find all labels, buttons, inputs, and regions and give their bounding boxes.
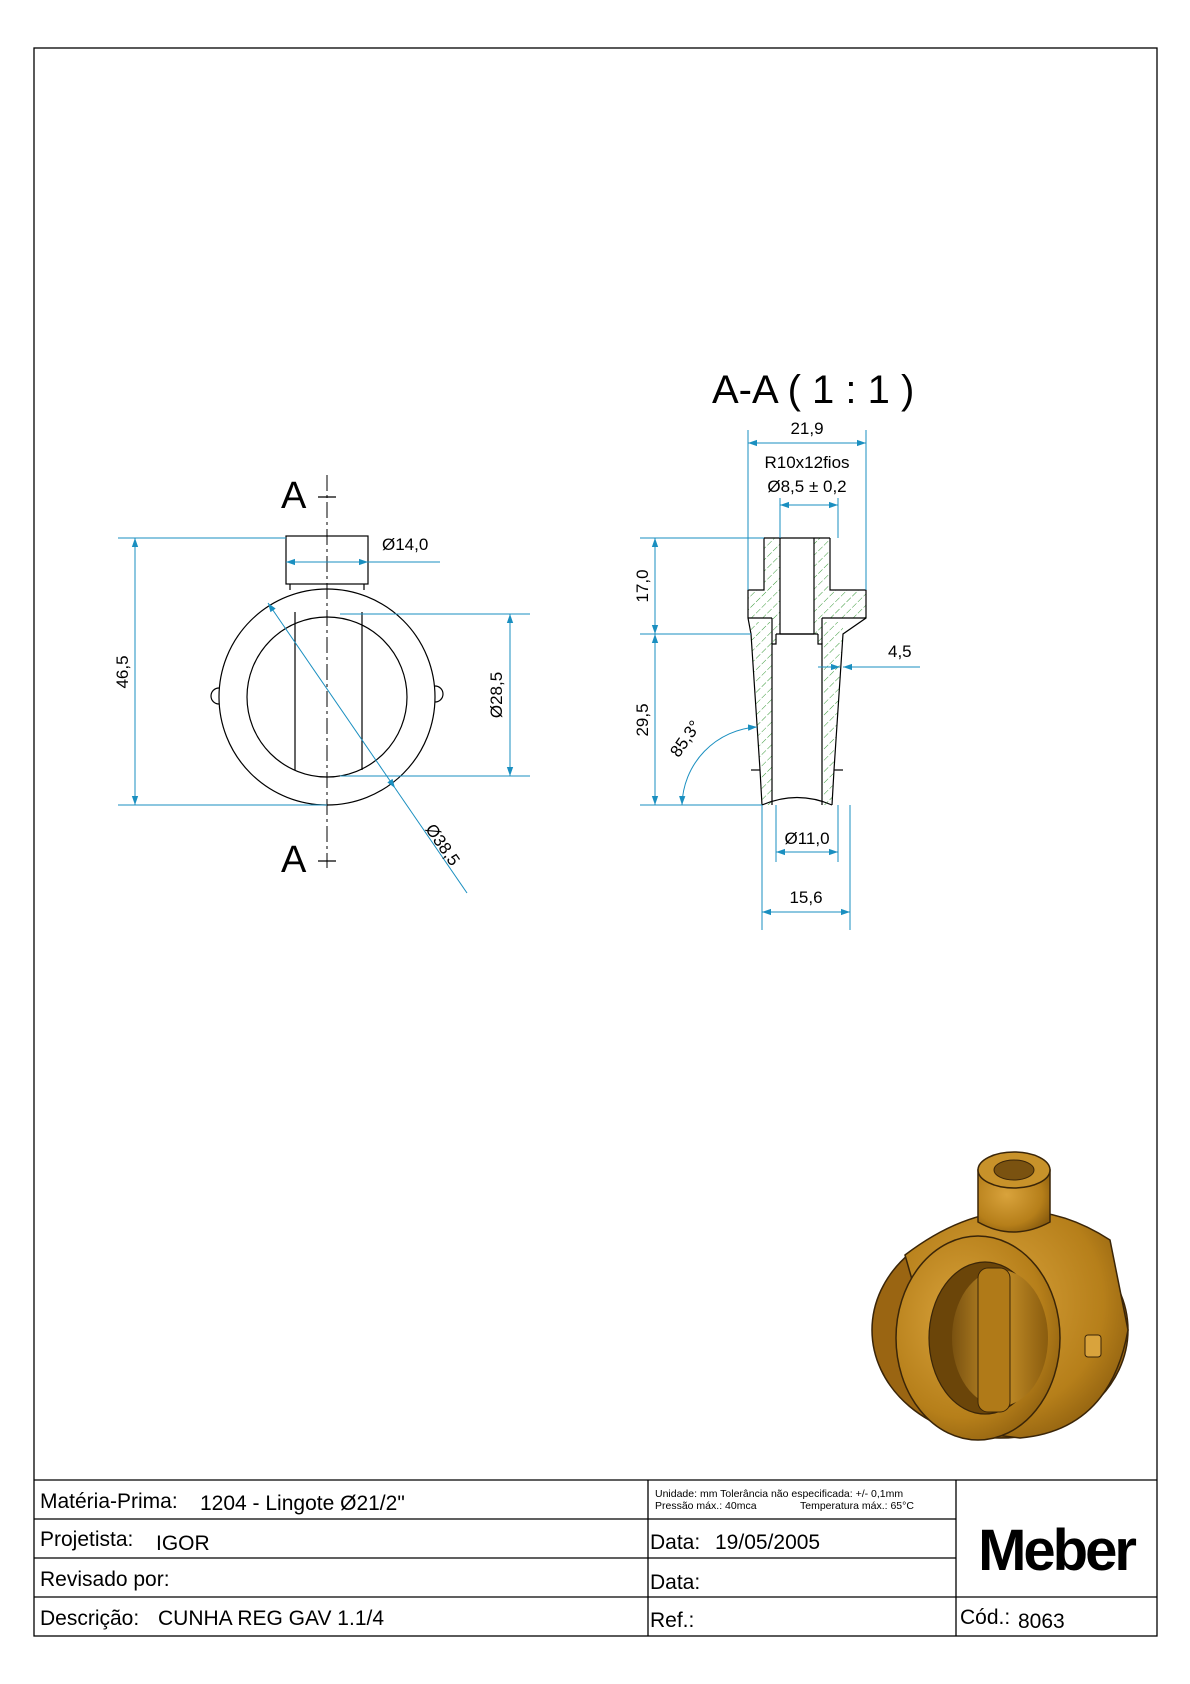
dim-d38-5: Ø38,5	[421, 820, 464, 870]
revisado-label: Revisado por:	[40, 1568, 170, 1591]
isometric-render	[872, 1152, 1128, 1440]
dim-21-9: 21,9	[790, 419, 824, 438]
dim-d28-5: Ø28,5	[487, 671, 506, 719]
materia-label: Matéria-Prima:	[40, 1490, 178, 1513]
section-view	[633, 368, 920, 930]
descricao-value: CUNHA REG GAV 1.1/4	[158, 1607, 385, 1630]
dim-15-6: 15,6	[789, 888, 823, 907]
data1-label: Data:	[650, 1531, 701, 1554]
notes-line-2a: Pressão máx.: 40mca	[655, 1500, 757, 1512]
dim-angle: 85,3°	[666, 717, 705, 761]
section-mark-top: A	[281, 475, 307, 517]
dim-46-5: 46,5	[113, 655, 132, 689]
descricao-label: Descrição:	[40, 1607, 140, 1630]
meber-logo: Meber	[978, 1518, 1134, 1583]
section-title: A-A ( 1 : 1 )	[712, 368, 915, 412]
projetista-label: Projetista:	[40, 1528, 134, 1551]
dim-d8-5: Ø8,5 ± 0,2	[767, 477, 847, 496]
notes-line-2b: Temperatura máx.: 65°C	[800, 1500, 914, 1512]
dim-29-5: 29,5	[633, 703, 652, 737]
cod-value: 8063	[1018, 1610, 1065, 1633]
section-mark-bottom: A	[281, 839, 307, 881]
title-block	[34, 1480, 1157, 1636]
dim-17: 17,0	[633, 569, 652, 603]
dim-d11: Ø11,0	[784, 829, 830, 848]
data2-label: Data:	[650, 1571, 701, 1594]
ref-label: Ref.:	[650, 1609, 695, 1632]
notes-line-1: Unidade: mm Tolerância não especificada: +/- 0,1mm	[655, 1488, 904, 1500]
data1-value: 19/05/2005	[715, 1531, 821, 1554]
front-view	[113, 475, 530, 893]
cod-label: Cód.:	[960, 1606, 1011, 1629]
dim-thread: R10x12fios	[764, 453, 850, 472]
projetista-value: IGOR	[156, 1532, 210, 1555]
materia-value: 1204 - Lingote Ø21/2"	[200, 1492, 405, 1515]
dim-4-5: 4,5	[888, 642, 912, 661]
dim-d14: Ø14,0	[382, 535, 429, 554]
